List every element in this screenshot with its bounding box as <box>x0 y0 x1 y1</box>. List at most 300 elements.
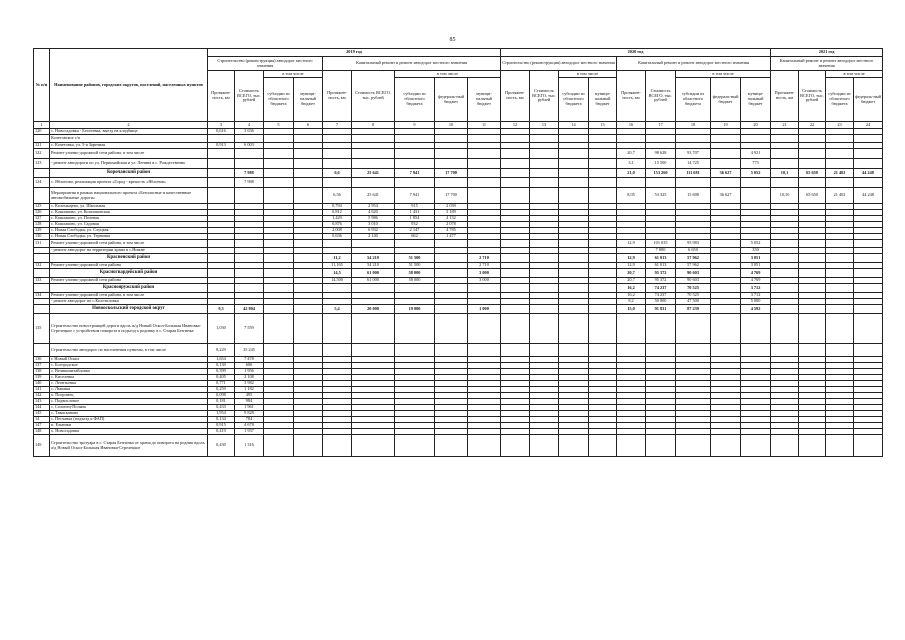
value-cell <box>676 135 711 143</box>
value-cell: 1,954 <box>208 411 235 417</box>
value-cell: 15 500 <box>646 159 676 169</box>
value-cell <box>799 269 826 278</box>
value-cell: 12,9 <box>617 240 646 248</box>
value-cell <box>799 254 826 263</box>
value-cell: 101 035 <box>646 240 676 248</box>
row-number-cell: 140 <box>34 381 50 387</box>
value-cell <box>530 305 559 314</box>
value-cell: 153 260 <box>646 169 676 178</box>
value-cell <box>826 305 854 314</box>
value-cell: 1 431 <box>395 210 435 216</box>
value-cell <box>264 269 294 278</box>
value-cell: 21 402 <box>826 188 854 204</box>
value-cell <box>826 284 854 293</box>
district-row <box>34 169 883 178</box>
value-cell <box>235 269 264 278</box>
value-cell: 70 525 <box>676 284 711 293</box>
row-name-cell: Ремонт улично-дорожной сети района, в том числе <box>50 240 208 248</box>
table-row <box>34 178 883 188</box>
value-cell: 17 700 <box>435 169 468 178</box>
value-cell <box>264 178 294 188</box>
value-cell: 0,134 <box>208 417 235 423</box>
value-cell: 0,876 <box>323 222 352 228</box>
value-cell <box>559 284 589 293</box>
row-number-cell: 142 <box>34 393 50 399</box>
value-cell <box>617 314 646 344</box>
value-cell <box>711 178 741 188</box>
value-cell <box>264 314 294 344</box>
value-cell: 350 <box>741 248 771 254</box>
value-cell: 1 961 <box>235 405 264 411</box>
value-cell <box>294 149 323 159</box>
value-cell: 90 603 <box>676 278 711 284</box>
value-cell <box>799 135 826 143</box>
row-number-cell: 149 <box>34 435 50 457</box>
row-name-cell: с. Тависканово <box>50 411 208 417</box>
value-cell: 3 000 <box>468 269 501 278</box>
value-cell <box>264 344 294 357</box>
header-year-2019: 2019 год <box>208 49 501 57</box>
value-cell <box>435 314 468 344</box>
row-number-cell: 141 <box>34 387 50 393</box>
value-cell: 9 828 <box>235 411 264 417</box>
value-cell: 7 559 <box>235 314 264 344</box>
value-cell <box>530 435 559 457</box>
column-number: 5 <box>264 122 294 129</box>
value-cell <box>646 435 676 457</box>
row-name-cell: Ремонт улично-дорожной сети района, в том числе <box>50 293 208 299</box>
value-cell <box>559 269 589 278</box>
value-cell: 3 010 <box>352 222 395 228</box>
table-row <box>34 188 883 204</box>
value-cell <box>264 188 294 204</box>
value-cell: 12,9 <box>617 263 646 269</box>
value-cell <box>264 305 294 314</box>
value-cell: 70 525 <box>676 293 711 299</box>
value-cell <box>676 435 711 457</box>
header-col: федераль-ный бюджет <box>711 78 741 122</box>
value-cell <box>530 240 559 248</box>
value-cell: 0,259 <box>208 387 235 393</box>
header-col: муници-пальный бюджет <box>741 78 771 122</box>
row-name-cell: с. Богородское <box>50 363 208 369</box>
value-cell <box>771 305 799 314</box>
value-cell: 91 831 <box>646 305 676 314</box>
value-cell <box>501 314 530 344</box>
row-name-cell: - ремонт автодорог по с.Колотиловка <box>50 299 208 305</box>
value-cell <box>323 435 352 457</box>
value-cell <box>294 254 323 263</box>
header-col: Протяжен-ность, км <box>501 71 530 122</box>
row-number-cell: 128 <box>34 222 50 228</box>
value-cell <box>395 135 435 143</box>
value-cell <box>711 240 741 248</box>
value-cell: 0,771 <box>208 381 235 387</box>
value-cell: 90 603 <box>676 269 711 278</box>
row-number-cell: 148 <box>34 429 50 435</box>
row-name-cell: Краснояружский район <box>50 284 208 293</box>
column-number: 15 <box>589 122 617 129</box>
value-cell: 16,2 <box>617 284 646 293</box>
value-cell <box>352 284 395 293</box>
value-cell <box>323 240 352 248</box>
value-cell: 984 <box>235 399 264 405</box>
value-cell: 8,2 <box>617 299 646 305</box>
value-cell <box>676 314 711 344</box>
value-cell <box>826 269 854 278</box>
row-name-cell: Новооскольский городской округ <box>50 305 208 314</box>
value-cell <box>559 169 589 178</box>
value-cell <box>589 254 617 263</box>
row-number-cell <box>34 344 50 357</box>
header-year-2021: 2021 год <box>771 49 883 57</box>
value-cell <box>826 435 854 457</box>
row-name-cell: с. Кочетовка, ул. 5-я Заречная <box>50 143 208 149</box>
row-number-cell: 123 <box>34 159 50 169</box>
value-cell <box>799 305 826 314</box>
value-cell: 6 003 <box>235 143 264 149</box>
column-number: 21 <box>771 122 799 129</box>
district-row <box>34 284 883 293</box>
value-cell <box>468 314 501 344</box>
column-number: 7 <box>323 122 352 129</box>
row-number-cell: 125 <box>34 204 50 210</box>
value-cell <box>294 169 323 178</box>
value-cell <box>559 159 589 169</box>
value-cell <box>559 254 589 263</box>
column-number: 8 <box>352 122 395 129</box>
value-cell <box>294 344 323 357</box>
value-cell <box>589 435 617 457</box>
row-name-cell: - ремонт автодорог на территории храма в с.Нижне <box>50 248 208 254</box>
header-col: муници-пальный бюджет <box>589 78 617 122</box>
value-cell: 2 710 <box>468 254 501 263</box>
value-cell: 9,3 <box>208 305 235 314</box>
value-cell <box>435 284 468 293</box>
row-number-cell: 120 <box>34 129 50 135</box>
value-cell: 95 372 <box>646 278 676 284</box>
row-name-cell: п. Ельники <box>50 423 208 429</box>
value-cell <box>235 159 264 169</box>
value-cell: 50 000 <box>646 299 676 305</box>
value-cell: 44 248 <box>854 169 883 178</box>
value-cell <box>294 188 323 204</box>
header-col: Протяжен-ность, км <box>771 71 799 122</box>
value-cell <box>530 178 559 188</box>
header-col: Протяжен-ность, км <box>208 71 235 122</box>
value-cell: 4 921 <box>741 149 771 159</box>
column-number: 16 <box>617 122 646 129</box>
value-cell <box>826 159 854 169</box>
header-build-2020: Строительство (реконструкция) автодорог местного значения <box>501 57 617 71</box>
row-name-cell: Красногвардейский район <box>50 269 208 278</box>
value-cell: 47 500 <box>676 299 711 305</box>
value-cell <box>352 135 395 143</box>
column-number: 6 <box>294 122 323 129</box>
value-cell: 4 592 <box>741 305 771 314</box>
value-cell <box>854 435 883 457</box>
value-cell <box>854 344 883 357</box>
row-name-cell: с. Кошлаково, ул. Садовая <box>50 222 208 228</box>
value-cell <box>264 284 294 293</box>
header-incl: в том числе <box>264 71 323 78</box>
row-number-cell <box>34 269 50 278</box>
value-cell <box>352 159 395 169</box>
table-row <box>34 435 883 457</box>
value-cell <box>264 169 294 178</box>
value-cell: 19 000 <box>395 305 435 314</box>
value-cell <box>468 188 501 204</box>
value-cell: 1 937 <box>235 429 264 435</box>
value-cell: 10,10 <box>771 188 799 204</box>
value-cell: 7 941 <box>395 169 435 178</box>
value-cell: 1 000 <box>468 305 501 314</box>
value-cell: 495 <box>235 393 264 399</box>
value-cell <box>264 240 294 248</box>
value-cell <box>589 188 617 204</box>
value-cell <box>741 344 771 357</box>
value-cell <box>468 169 501 178</box>
value-cell: 5 000 <box>741 299 771 305</box>
header-col: Протяжен-ность, км <box>617 71 646 122</box>
budget-table <box>33 48 883 457</box>
value-cell: 61 000 <box>352 269 395 278</box>
value-cell: 65 650 <box>799 169 826 178</box>
value-cell: 58 000 <box>395 269 435 278</box>
value-cell: 3 712 <box>741 293 771 299</box>
value-cell <box>559 178 589 188</box>
value-cell: 14 725 <box>676 159 711 169</box>
value-cell <box>826 254 854 263</box>
column-number: 13 <box>530 122 559 129</box>
row-name-cell: с. Великомихайловка <box>50 369 208 375</box>
value-cell <box>826 178 854 188</box>
value-cell <box>771 240 799 248</box>
value-cell <box>559 435 589 457</box>
value-cell: 17 700 <box>435 188 468 204</box>
value-cell: 2 147 <box>395 228 435 234</box>
value-cell: 4 678 <box>235 423 264 429</box>
value-cell <box>530 188 559 204</box>
table-row <box>34 240 883 248</box>
row-number-cell: 132 <box>34 263 50 269</box>
value-cell <box>352 178 395 188</box>
value-cell: 36 627 <box>711 169 741 178</box>
header-incl: в том числе <box>395 71 501 78</box>
value-cell <box>530 149 559 159</box>
value-cell: 10,1 <box>771 169 799 178</box>
value-cell <box>323 284 352 293</box>
row-number-cell: 130 <box>34 234 50 240</box>
value-cell <box>501 284 530 293</box>
value-cell: 0,399 <box>208 369 235 375</box>
header-build-2019: Строительство (реконструкция) автодорог местного значения <box>208 57 323 71</box>
row-number-cell: 122 <box>34 149 50 159</box>
table-row <box>34 159 883 169</box>
value-cell <box>799 159 826 169</box>
value-cell <box>395 314 435 344</box>
value-cell <box>711 305 741 314</box>
row-number-cell: 133 <box>34 278 50 284</box>
header-year-2020: 2020 год <box>501 49 771 57</box>
value-cell: 0,098 <box>208 393 235 399</box>
column-number-row <box>34 122 883 129</box>
value-cell: 606 <box>235 363 264 369</box>
row-number-cell: 134 <box>34 293 50 299</box>
value-cell <box>323 314 352 344</box>
value-cell: 61 013 <box>646 263 676 269</box>
row-name-cell: с. Кошлаково, ул. Кошлаковская <box>50 210 208 216</box>
row-name-cell: с. Песчанка (подъезд к ФАП) <box>50 417 208 423</box>
value-cell: 6,56 <box>323 188 352 204</box>
value-cell <box>741 314 771 344</box>
value-cell <box>208 149 235 159</box>
value-cell: 5 052 <box>741 169 771 178</box>
value-cell <box>711 284 741 293</box>
value-cell <box>435 149 468 159</box>
value-cell <box>235 254 264 263</box>
row-name-cell: с. Киселевка <box>50 375 208 381</box>
value-cell: 54 210 <box>352 254 395 263</box>
value-cell <box>501 435 530 457</box>
value-cell: 74 237 <box>646 284 676 293</box>
value-cell: 4 132 <box>435 216 468 222</box>
value-cell <box>435 344 468 357</box>
header-repair-2021: Капитальный ремонт и ремонт автодорог местного значения <box>771 57 883 71</box>
value-cell <box>323 135 352 143</box>
header-incl: в том числе <box>826 71 883 78</box>
value-cell <box>589 344 617 357</box>
value-cell: 2 108 <box>235 375 264 381</box>
value-cell: 662 <box>395 234 435 240</box>
value-cell <box>559 314 589 344</box>
value-cell <box>826 240 854 248</box>
value-cell: 3 051 <box>741 263 771 269</box>
value-cell <box>589 305 617 314</box>
row-name-cell: Строительство тротуара в с. Старая Безгинка от храма до поворота на родник вдоль а/д Новый Оскол-Большая Ивановка-Стрелецкое <box>50 435 208 457</box>
value-cell: 3 712 <box>741 284 771 293</box>
header-col: субсидии из областного бюджета <box>676 78 711 122</box>
value-cell: 21 402 <box>826 169 854 178</box>
value-cell <box>501 240 530 248</box>
value-cell <box>711 344 741 357</box>
value-cell: 7 478 <box>235 357 264 363</box>
row-name-cell: Ремонт улично-дорожной сети района <box>50 278 208 284</box>
value-cell <box>589 269 617 278</box>
header-col: федераль-ный бюджет <box>435 78 468 122</box>
row-number-cell: 135 <box>34 314 50 344</box>
value-cell: 25 641 <box>352 188 395 204</box>
value-cell <box>435 269 468 278</box>
value-cell: 1,429 <box>323 216 352 222</box>
value-cell: 5 986 <box>352 216 395 222</box>
value-cell <box>323 159 352 169</box>
value-cell <box>264 149 294 159</box>
value-cell: 95 372 <box>646 269 676 278</box>
row-number-cell: 129 <box>34 228 50 234</box>
row-number-cell: 126 <box>34 210 50 216</box>
header-col: субсидии из областного бюджета <box>264 78 294 122</box>
value-cell <box>559 188 589 204</box>
value-cell <box>323 344 352 357</box>
value-cell <box>208 188 235 204</box>
row-number-cell <box>34 305 50 314</box>
table-row <box>34 344 883 357</box>
value-cell <box>501 135 530 143</box>
value-cell <box>435 135 468 143</box>
value-cell <box>294 135 323 143</box>
value-cell <box>741 178 771 188</box>
row-name-cell: с. Новая Слободка, ул. Терновка <box>50 234 208 240</box>
value-cell <box>771 149 799 159</box>
row-name-cell: Строительство автодорог по населенным пунктам, в том числе <box>50 344 208 357</box>
value-cell <box>501 305 530 314</box>
value-cell: 87 239 <box>676 305 711 314</box>
value-cell <box>352 240 395 248</box>
value-cell <box>826 314 854 344</box>
value-cell: 0,915 <box>208 423 235 429</box>
value-cell: 65 650 <box>799 188 826 204</box>
value-cell <box>854 284 883 293</box>
value-cell <box>208 284 235 293</box>
row-number-cell: 131 <box>34 240 50 248</box>
value-cell <box>530 344 559 357</box>
value-cell: 0,812 <box>323 210 352 216</box>
value-cell <box>501 188 530 204</box>
value-cell: 14,5 <box>323 269 352 278</box>
value-cell: 3 000 <box>468 278 501 284</box>
header-name: Наименование районов, городских округов, поселений, населенных пунктов <box>50 49 208 122</box>
value-cell: 3 051 <box>741 254 771 263</box>
value-cell <box>235 188 264 204</box>
district-row <box>34 269 883 278</box>
row-number-cell: 14 <box>34 417 50 423</box>
value-cell: 8,229 <box>208 344 235 357</box>
value-cell <box>799 240 826 248</box>
value-cell <box>617 135 646 143</box>
value-cell: 20,7 <box>617 149 646 159</box>
header-incl: в том числе <box>559 71 617 78</box>
value-cell <box>711 159 741 169</box>
value-cell <box>711 314 741 344</box>
value-cell <box>264 435 294 457</box>
value-cell <box>208 240 235 248</box>
value-cell: 0,430 <box>208 435 235 457</box>
value-cell <box>559 135 589 143</box>
header-col: Стоимость ВСЕГО, тыс. рублей <box>352 71 395 122</box>
row-number-cell: 143 <box>34 399 50 405</box>
value-cell <box>264 135 294 143</box>
value-cell <box>395 178 435 188</box>
table-row <box>34 149 883 159</box>
value-cell <box>294 314 323 344</box>
value-cell <box>294 240 323 248</box>
table-row <box>34 314 883 344</box>
value-cell: 42 804 <box>235 305 264 314</box>
value-cell <box>559 149 589 159</box>
value-cell: 1,654 <box>208 357 235 363</box>
header-incl: в том числе <box>676 71 771 78</box>
header-col: Стоимость ВСЕГО, тыс. рублей <box>646 71 676 122</box>
value-cell <box>468 435 501 457</box>
value-cell: 3,1 <box>617 159 646 169</box>
header-col: субсидии из областного бюджета <box>395 78 435 122</box>
value-cell: 7 941 <box>395 188 435 204</box>
value-cell <box>854 240 883 248</box>
value-cell <box>323 178 352 188</box>
value-cell <box>208 178 235 188</box>
value-cell: 0,433 <box>208 405 235 411</box>
